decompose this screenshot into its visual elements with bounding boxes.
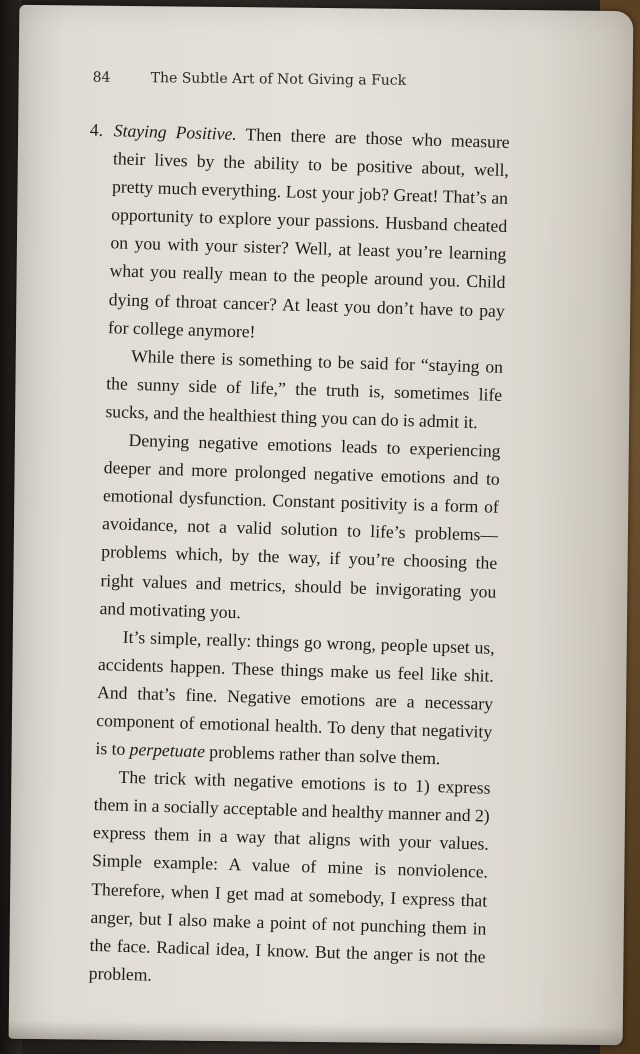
- paragraph-2: While there is something to be said for “staying on the sunny side of life,” the truth is, sometimes life sucks, and the healthiest thing you can do is admit it.: [105, 345, 504, 433]
- list-item-heading: Staying Positive.: [113, 120, 238, 144]
- list-item-paragraph: [84, 116, 510, 353]
- paragraph-4: [95, 622, 495, 774]
- paragraph-5: The trick with negative emotions is to 1) express them in a socially acceptable and healthy manner and 2) express them in a way that aligns with your values. Simple example: A value of mine is nonviolence. Therefore, when I get mad at somebody, I express that anger, but I also make a point of not punching them in the face. Radical idea, I know. But the anger is not the problem.: [88, 766, 491, 985]
- book-title: The Subtle Art of Not Giving a Fuck: [150, 70, 407, 89]
- page-body: [64, 116, 510, 999]
- book-page: [9, 5, 634, 1045]
- paragraph-1-text: Then there are those who measure their lives by the ability to be positive about, well, pretty much everything. Lost your job? Great! That’s an opportunity to explore your passions. Husband cheated on you with your sister? Well, at least you’re learning what you really mean to the people around you. Child dying of throat cancer? At least you don’t have to pay for college anymore!: [107, 123, 510, 342]
- paragraph-4-emphasis: perpetuate: [129, 739, 206, 762]
- page-number: 84: [92, 69, 111, 86]
- paragraph-4-start: It’s simple, really: things go wrong, people upset us, accidents happen. These things make us feel like shit. And that’s fine. Negative emotions are a necessary component of emotional health. To deny that negativity is to: [95, 626, 495, 760]
- page-shadow: [9, 1021, 623, 1045]
- running-header: [93, 70, 407, 89]
- list-item-number: 4.: [89, 119, 104, 140]
- paragraph-3: Denying negative emotions leads to experiencing deeper and more prolonged negative emotions and to emotional dysfunction. Constant positivity is a form of avoidance, not a valid solution to life’s problems—problems which, by the way, if you’re choosing the right values and metrics, should be invigorating you and motivating you.: [99, 429, 501, 622]
- paragraph-4-end: problems rather than solve them.: [204, 741, 441, 769]
